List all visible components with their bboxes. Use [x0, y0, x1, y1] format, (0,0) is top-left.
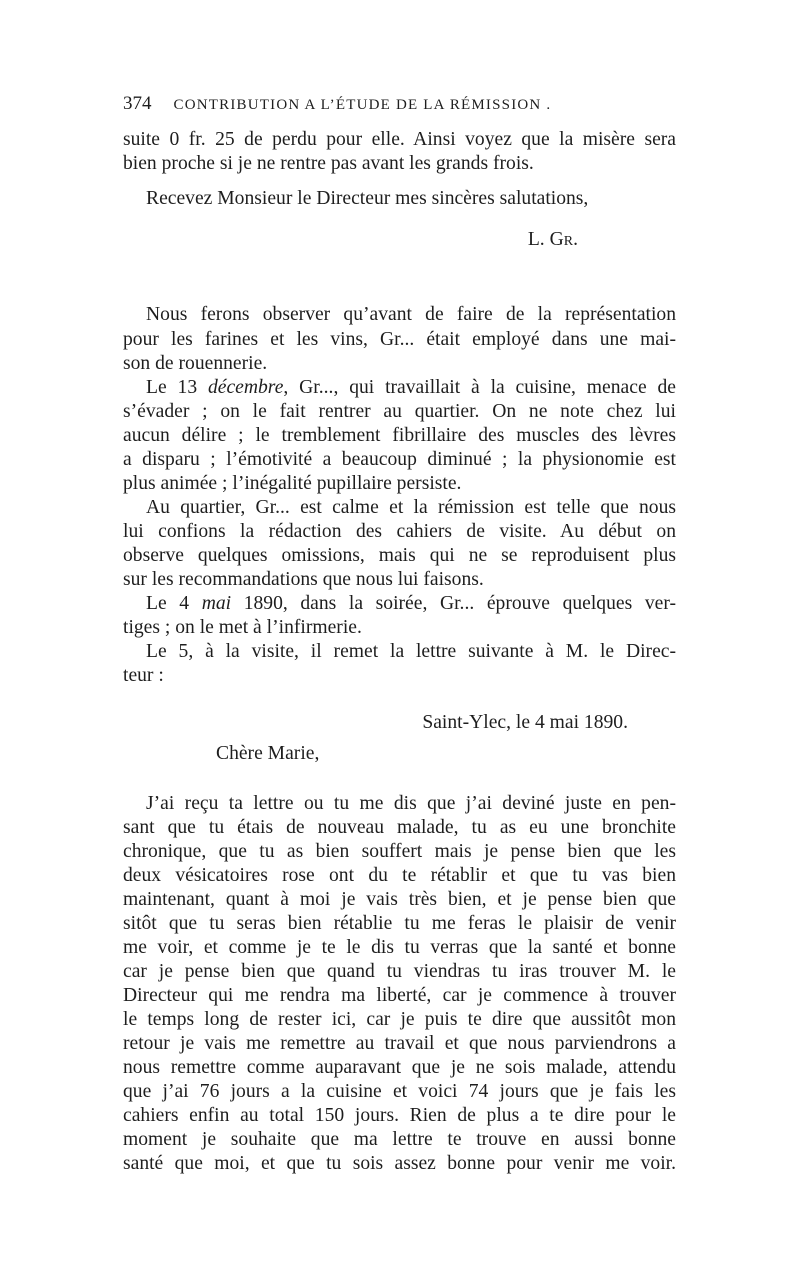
date-italic: décembre: [207, 377, 284, 398]
letter-signature: L. Gr.: [527, 229, 578, 250]
text-run: 1890, dans la soirée, Gr... éprouve quelques ver-: [231, 593, 676, 614]
text-line: maintenant, quant à moi je vais très bien, et je pense bien que: [123, 889, 676, 910]
text-line: observe quelques omissions, mais qui ne se reproduisent plus: [123, 545, 676, 566]
page-number: 374: [123, 93, 152, 114]
text-run: Le 4: [146, 593, 202, 614]
text-line: moment je souhaite que ma lettre te trouve en aussi bonne: [123, 1129, 676, 1150]
text-line: me voir, et comme je te le dis tu verras que la santé et bonne: [123, 937, 676, 958]
text-line: aucun délire ; le tremblement fibrillaire des muscles des lèvres: [123, 425, 676, 446]
running-title: CONTRIBUTION A L’ÉTUDE DE LA RÉMISSION .: [173, 97, 552, 113]
text-line: lui confions la rédaction des cahiers de visite. Au début on: [123, 521, 676, 542]
text-line: Au quartier, Gr... est calme et la rémission est telle que nous: [146, 497, 676, 518]
text-line: retour je vais me remettre au travail et que nous parviendrons a: [123, 1033, 676, 1054]
text-line: Directeur qui me rendra ma liberté, car je commence à trouver: [123, 985, 676, 1006]
text-line: que j’ai 76 jours a la cuisine et voici 74 jours que je fais les: [123, 1081, 676, 1102]
text-line: cahiers enfin au total 150 jours. Rien de plus a te dire pour le: [123, 1105, 676, 1126]
text-line: tiges ; on le met à l’infirmerie.: [123, 617, 362, 638]
text-line: le temps long de rester ici, car je puis te dire que aussitôt mon: [123, 1009, 676, 1030]
text-line: pour les farines et les vins, Gr... était employé dans une mai-: [123, 329, 676, 350]
text-line: bien proche si je ne rentre pas avant les grands frois.: [123, 153, 534, 174]
text-line: s’évader ; on le fait rentrer au quartier. On ne note chez lui: [123, 401, 676, 422]
text-line: plus animée ; l’inégalité pupillaire persiste.: [123, 473, 462, 494]
text-line: a disparu ; l’émotivité a beaucoup diminué ; la physionomie est: [123, 449, 676, 470]
text-line: teur :: [123, 665, 164, 686]
text-line: suite 0 fr. 25 de perdu pour elle. Ainsi voyez que la misère sera: [123, 129, 676, 150]
text-line: sur les recommandations que nous lui faisons.: [123, 569, 484, 590]
text-line: Nous ferons observer qu’avant de faire de la représentation: [146, 304, 676, 325]
letter-dateline: Saint-Ylec, le 4 mai 1890.: [422, 712, 628, 733]
text-line: sitôt que tu seras bien rétablie tu me feras le plaisir de venir: [123, 913, 676, 934]
text-line: J’ai reçu ta lettre ou tu me dis que j’ai deviné juste en pen-: [146, 793, 676, 814]
text-line: car je pense bien que quand tu viendras tu iras trouver M. le: [123, 961, 676, 982]
letter-closing: Recevez Monsieur le Directeur mes sincères salutations,: [146, 188, 589, 209]
text-line: [146, 376, 676, 400]
text-line: santé que moi, et que tu sois assez bonne pour venir me voir.: [123, 1153, 676, 1174]
text-line: Le 5, à la visite, il remet la lettre suivante à M. le Direc-: [146, 641, 676, 662]
text-line: son de rouennerie.: [123, 353, 268, 374]
text-line: sant que tu étais de nouveau malade, tu as eu une bronchite: [123, 817, 676, 838]
date-italic: mai: [201, 593, 232, 614]
text-line: nous remettre comme auparavant que je ne sois malade, attendu: [123, 1057, 676, 1078]
text-line: [146, 592, 676, 616]
text-line: deux vésicatoires rose ont du te rétablir et que tu vas bien: [123, 865, 676, 886]
text-run: , Gr..., qui travaillait à la cuisine, menace de: [283, 377, 676, 398]
text-run: Le 13: [146, 377, 208, 398]
letter-salutation: Chère Marie,: [216, 743, 320, 764]
running-header: [123, 92, 676, 117]
text-line: chronique, que tu as bien souffert mais je pense bien que les: [123, 841, 676, 862]
